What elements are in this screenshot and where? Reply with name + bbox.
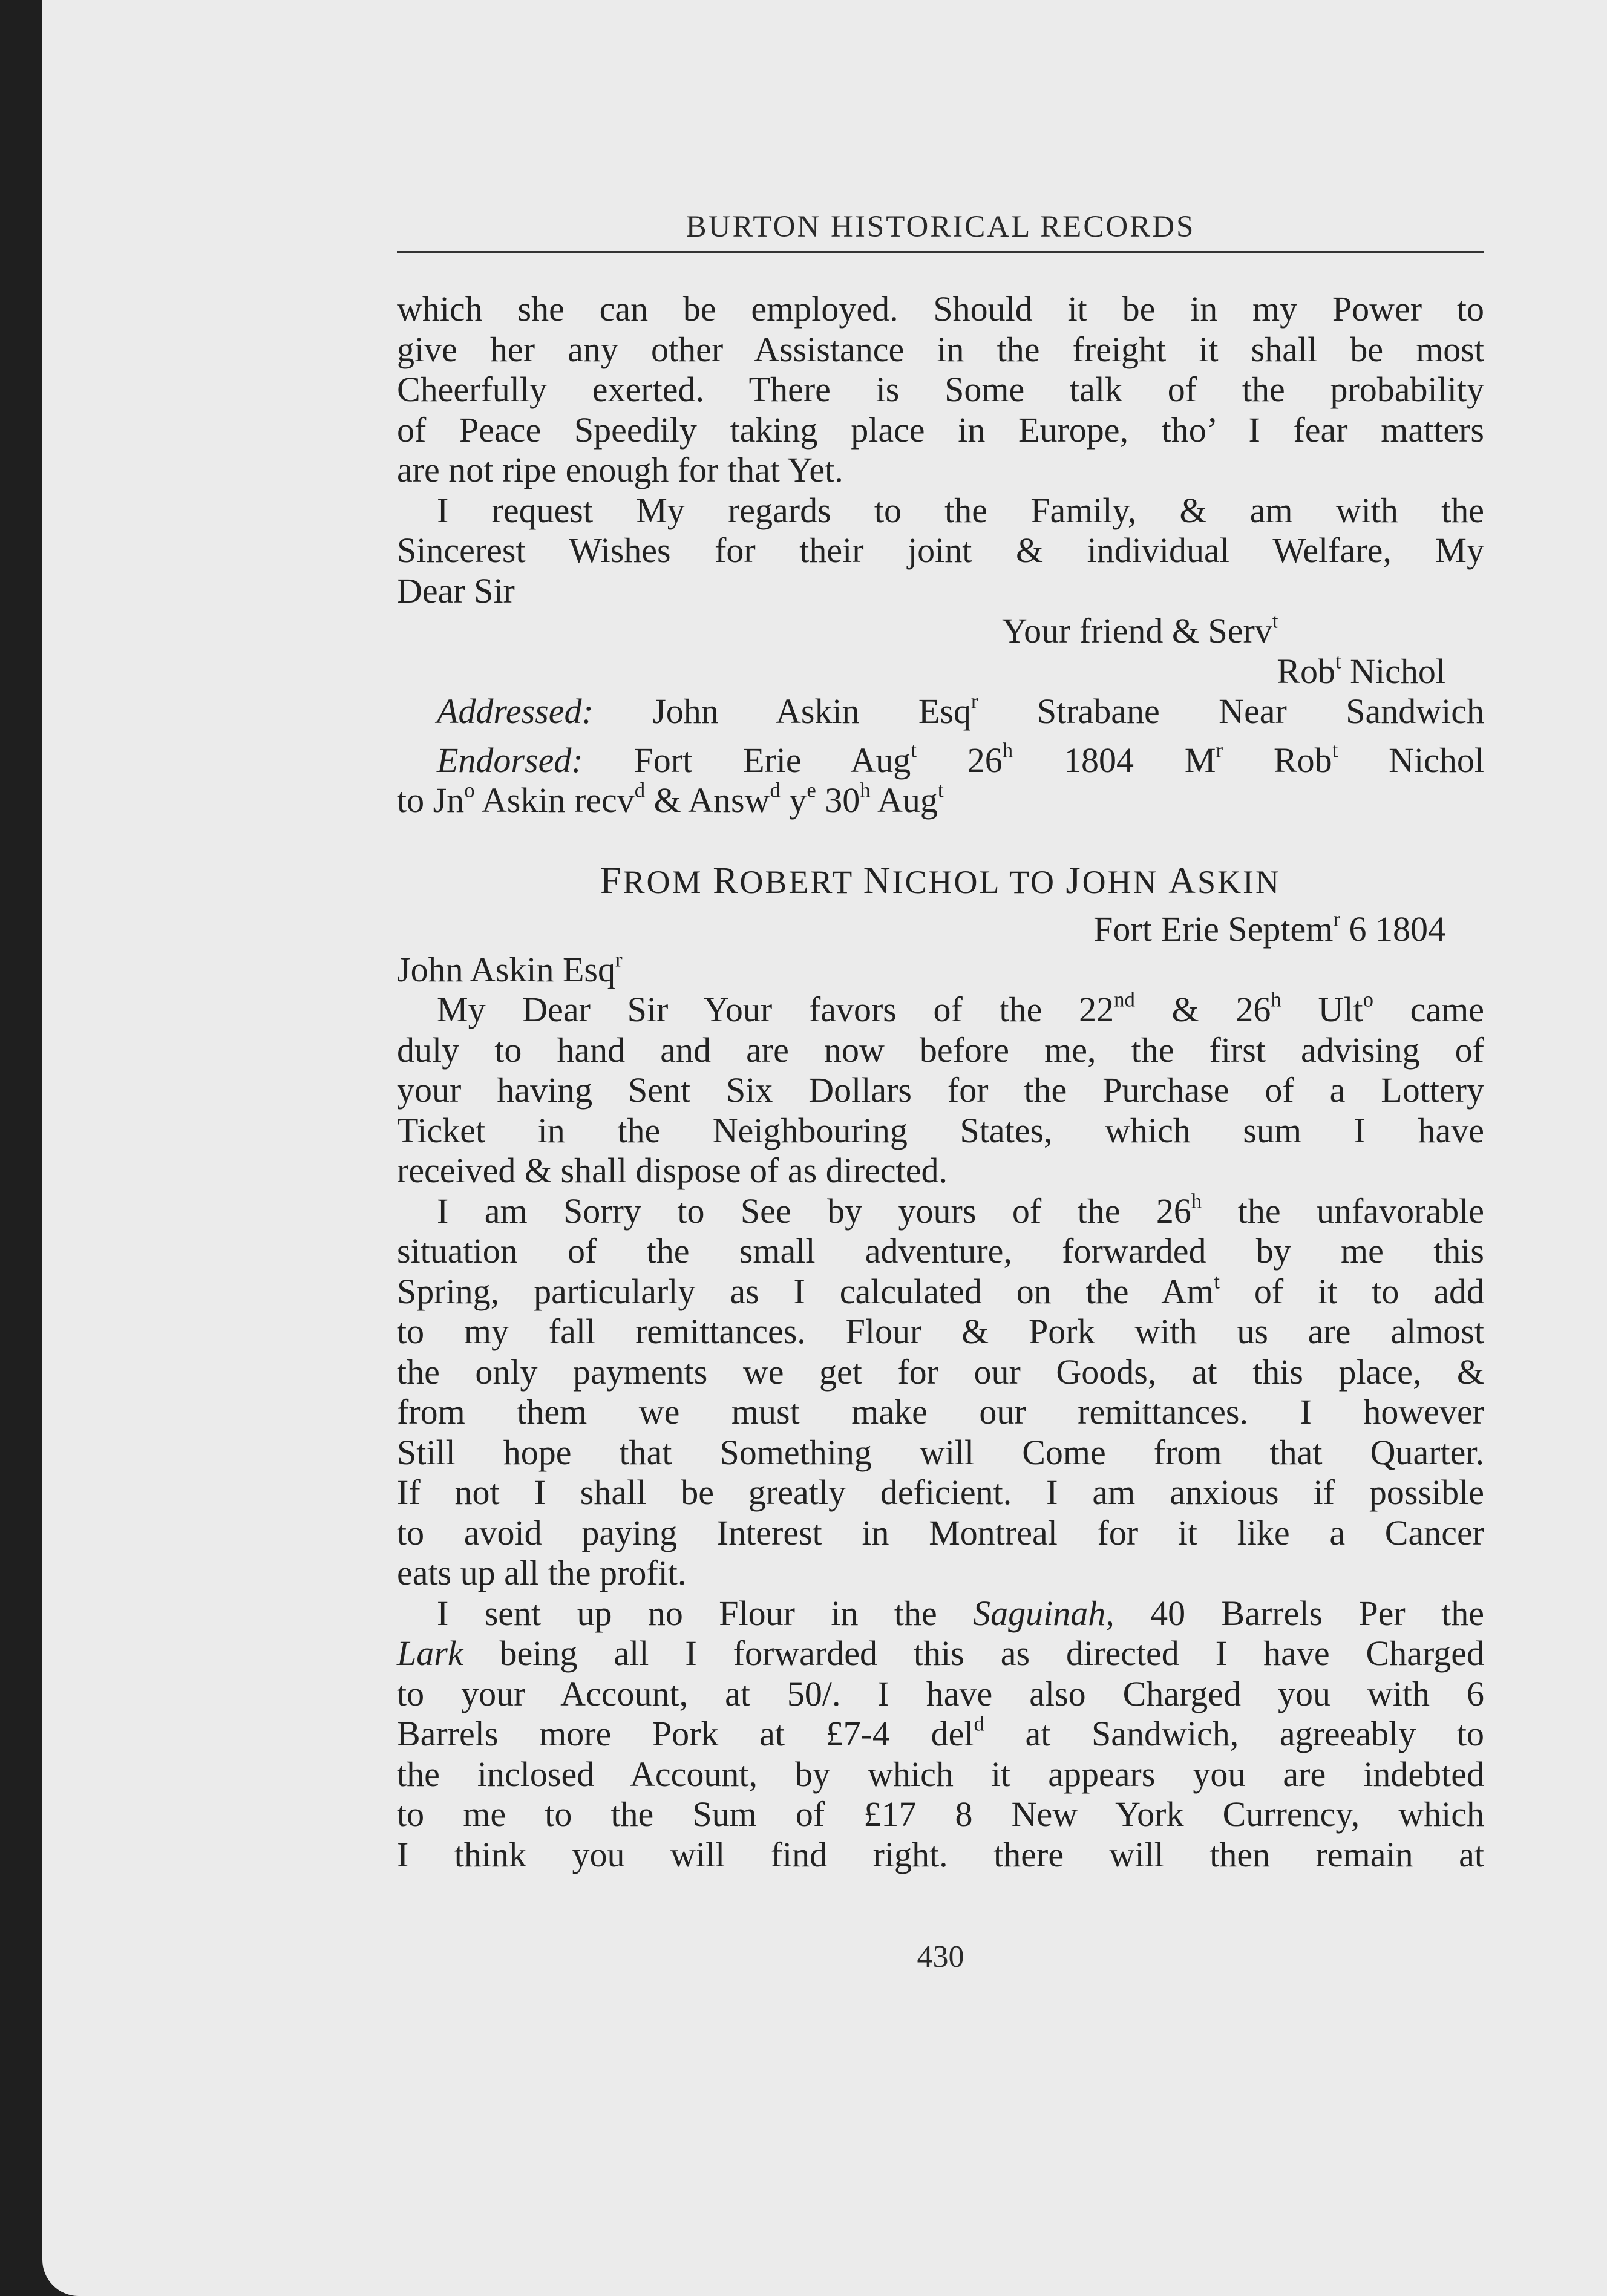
- salutation-line: John Askin Esq$^r$: [397, 947, 623, 989]
- text-line: I request My regards to the Family, & am with the: [437, 490, 1484, 530]
- text-line: I think you will find right. there will then remain at: [397, 1834, 1484, 1874]
- page-body: [397, 289, 1484, 1875]
- paragraph-letter2-p2: [397, 1191, 1484, 1594]
- text-line: Sincerest Wishes for their joint & individual Welfare, My: [397, 531, 1484, 570]
- place-date-line: Fort Erie Septem$^r$ 6 1804: [1093, 907, 1445, 949]
- text-line: My Dear Sir Your favors of the 22nd & 26$^h$ Ult$^o$ came: [437, 987, 1484, 1029]
- text-line: Ticket in the Neighbouring States, which sum I have: [397, 1110, 1484, 1150]
- paragraph-letter1-p1: [397, 289, 1484, 491]
- text-line: Cheerfully exerted. There is Some talk of the probability: [397, 370, 1484, 409]
- text-line: Spring, particularly as I calculated on the Am$^t$ of it to add: [397, 1269, 1484, 1311]
- text-line: the only payments we get for our Goods, at this place, &: [397, 1352, 1484, 1392]
- text-line: situation of the small adventure, forwarded by me this: [397, 1231, 1484, 1271]
- text-line: are not ripe enough for that Yet.: [397, 450, 843, 489]
- text-line: the inclosed Account, by which it appears you are indebted: [397, 1754, 1484, 1794]
- text-line: which she can be employed. Should it be in my Power to: [397, 289, 1484, 329]
- text-line: your having Sent Six Dollars for the Purchase of a Lottery: [397, 1070, 1484, 1110]
- paragraph-letter2-p3: [397, 1594, 1484, 1876]
- text-line: Dear Sir: [397, 571, 515, 610]
- text-line: Barrels more Pork at £7-4 del$^d$ at Sandwich, agreeably to: [397, 1712, 1484, 1753]
- text-line: give her any other Assistance in the freight it shall be most: [397, 329, 1484, 369]
- text-line: of Peace Speedily taking place in Europe, tho’ I fear matters: [397, 410, 1484, 450]
- text-line: to me to the Sum of £17 8 New York Currency, which: [397, 1794, 1484, 1834]
- header-rule: [397, 251, 1484, 253]
- text-line: Still hope that Something will Come from that Quarter.: [397, 1432, 1484, 1472]
- text-line: I sent up no Flour in the Saguinah, 40 Barrels Per the: [437, 1593, 1484, 1633]
- text-line: duly to hand and are now before me, the first advising of: [397, 1030, 1484, 1070]
- text-line: If not I shall be greatly deficient. I am anxious if possible: [397, 1473, 1484, 1512]
- text-line: I am Sorry to See by yours of the 26$^h$ the unfavorable: [437, 1189, 1484, 1231]
- text-line: Lark being all I forwarded this as directed I have Charged: [397, 1634, 1484, 1673]
- addressed-line: Addressed: John Askin Esq$^r$ Strabane Near Sandwich: [437, 689, 1484, 731]
- paragraph-letter1-p2: [397, 491, 1484, 612]
- closing-line: Your friend & Serv$^t$: [1002, 609, 1278, 650]
- endorsed-line: Endorsed: Fort Erie Aug$^t$ 26$^h$ 1804 $M^r$ Rob$^t$ Nichol: [437, 738, 1485, 780]
- text-line: from them we must make our remittances. I however: [397, 1392, 1484, 1431]
- text-line: received & shall dispose of as directed.: [397, 1151, 948, 1190]
- letter-title: FROM ROBERT NICHOL TO JOHN ASKIN: [600, 860, 1281, 901]
- running-header: BURTON HISTORICAL RECORDS: [686, 210, 1196, 244]
- text-line: eats up all the profit.: [397, 1553, 687, 1592]
- text-line: to your Account, at 50/. I have also Charged you with 6: [397, 1673, 1484, 1713]
- paragraph-letter2-p1: [397, 987, 1484, 1191]
- page-number: 430: [917, 1940, 964, 1974]
- signature-line: Rob$^t$ Nichol: [1277, 649, 1445, 691]
- endorsed-line-2: to Jn$^o$ Askin recv$^d$ & Answ$^d$ $y^e$ 30$^h$ Aug$^t$: [397, 778, 944, 820]
- text-line: to avoid paying Interest in Montreal for it like a Cancer: [397, 1513, 1484, 1552]
- text-line: to my fall remittances. Flour & Pork with us are almost: [397, 1312, 1484, 1351]
